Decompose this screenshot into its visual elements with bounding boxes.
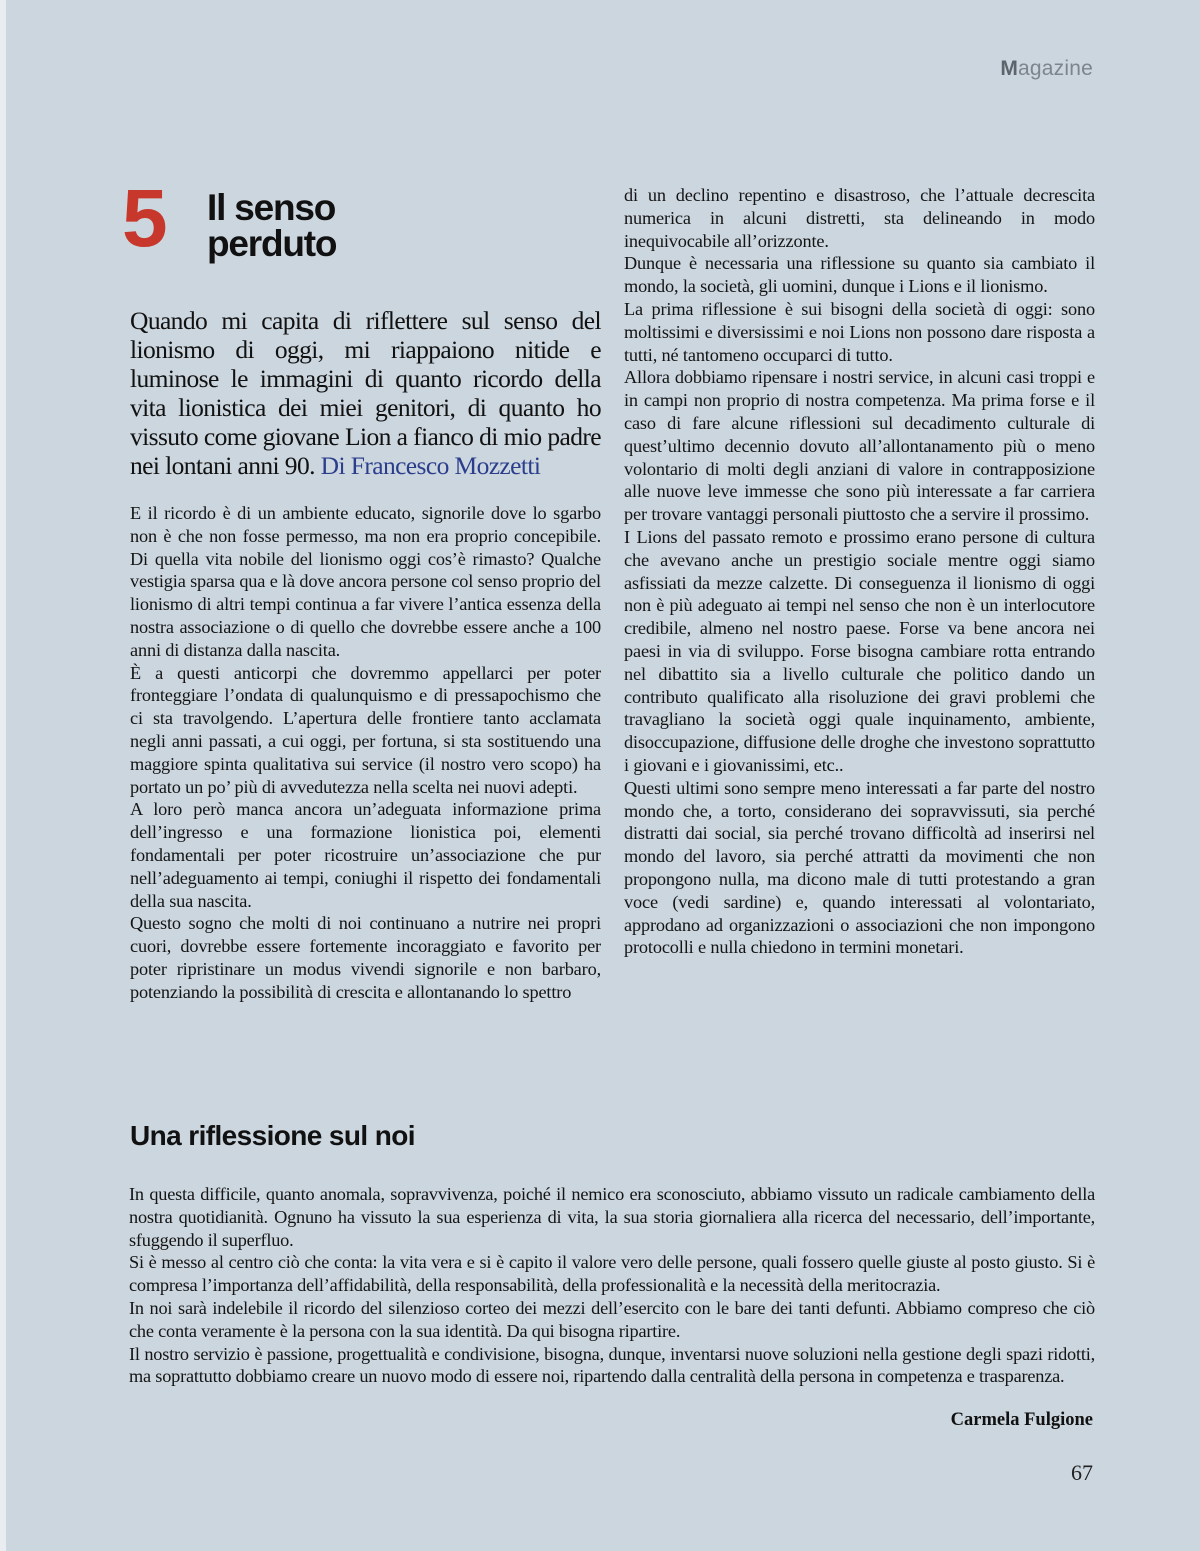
paragraph: di un declino repentino e disastroso, che l’attuale decrescita numerica in alcuni distretti, sta delineando in modo inequivocabile all’orizzonte. — [624, 185, 1095, 251]
paragraph: E il ricordo è di un ambiente educato, signorile dove lo sgarbo non è che non fosse permesso, ma non era proprio concepibile. Di quella vita nobile del lionismo oggi cos’è rimasto? Qualche vestigia sparsa qua e là dove ancora persone col senso proprio del lionismo di altri tempi continua a far vivere l’antica essenza della nostra associazione o di quello che dovrebbe essere anche a 100 anni di distanza dalla nascita. — [130, 503, 601, 660]
paragraph: La prima riflessione è sui bisogni della società di oggi: sono moltissimi e diversissimi e noi Lions non possono dare risposta a tutti, né tantomeno occuparci di tutto. — [624, 298, 1095, 365]
paragraph: Si è messo al centro ciò che conta: la vita vera e si è capito il valore vero delle persone, quali fossero quelle giuste al posto giusto. Si è compresa l’importanza dell’affidabilità, della responsabilità, della professionalità e la necessità della meritocrazia. — [129, 1252, 1095, 1296]
magazine-header-rest: agazine — [1018, 57, 1093, 80]
paragraph: I Lions del passato remoto e prossimo erano persone di cultura che avevano anche un prestigio sociale mentre oggi siamo asfissiati da mezze calzette. Di conseguenza il lionismo di oggi non è più adeguato ai tempi nel senso che non è un interlocutore credibile, almeno nel nostro paese. Forse va bene ancora nei paesi in via di sviluppo. Forse bisogna cambiare rotta entrando nel dibattito sia a livello culturale che politico dando un contributo qualificato alla risoluzione dei gravi problemi che travagliano la società oggi quale inquinamento, ambiente, disoccupazione, diffusione delle droghe che investono soprattutto i giovani e i giovanissimi, etc.. — [624, 526, 1095, 775]
article-author: Di Francesco Mozzetti — [320, 451, 541, 480]
article-title — [207, 187, 507, 264]
magazine-header-initial: M — [1000, 57, 1019, 80]
paragraph: Dunque è necessaria una riflessione su quanto sia cambiato il mondo, la società, gli uomini, dunque i Lions e il lionismo. — [624, 253, 1095, 297]
paragraph: Questo sogno che molti di noi continuano a nutrire nei propri cuori, dovrebbe essere fortemente incoraggiato e favorito per poter ripristinare un modus vivendi signorile e non barbaro, potenziando la possibilità di crescita e allontanando lo spettro — [130, 913, 601, 1002]
paragraph: A loro però manca ancora un’adeguata informazione prima dell’ingresso e una formazione lionistica poi, elementi fondamentali per poter ricostruire un’associazione che pur nell’adeguamento ai tempi, coniughi il rispetto dei fondamentali della sua nascita. — [130, 799, 601, 911]
article-title-line-1: Il senso — [207, 187, 336, 228]
lead-text: Quando mi capita di riflettere sul senso del lionismo di oggi, mi riappaiono nitide e luminose le immagini di quanto ricordo della vita lionistica dei miei genitori, di quanto ho vissuto come giovane Lion a fianco di mio padre nei lontani anni 90. — [130, 306, 601, 480]
paragraph: Allora dobbiamo ripensare i nostri service, in alcuni casi troppi e in campi non proprio di nostra competenza. Ma prima forse e il caso di fare alcune riflessioni sul decadimento culturale di quest’ultimo decennio dovuto all’allontanamento più o meno volontario di molti degli anziani di valore in contrapposizione alle nuove leve immesse che sono più interessate a far carriera per trovare vantaggi personali piuttosto che a servire il prossimo. — [624, 367, 1095, 525]
page-edge — [0, 0, 6, 1551]
magazine-header — [1000, 57, 1093, 81]
paragraph: È a questi anticorpi che dovremmo appellarci per poter fronteggiare l’ondata di qualunquismo e di pressapochismo che ci sta travolgendo. L’apertura delle frontiere tanto acclamata negli anni passati, a cui oggi, per fortuna, si sta sostituendo una maggiore spinta qualitativa sui service (il nostro vero scopo) ha portato un po’ più di avvedutezza nella scelta nei nuovi adepti. — [130, 662, 601, 797]
article-column-left — [130, 502, 601, 1004]
article-column-right — [624, 184, 1095, 959]
article-lead — [130, 306, 601, 480]
article-title-line-2: perduto — [207, 223, 337, 264]
paragraph: Il nostro servizio è passione, progettualità e condivisione, bisogna, dunque, inventarsi nuove soluzioni nella gestione degli spazi ridotti, ma soprattutto dobbiamo creare un nuovo modo di essere noi, ripartendo dalla centralità della persona in competenza e trasparenza. — [129, 1343, 1095, 1387]
section-title: Una riflessione sul noi — [130, 1120, 415, 1151]
article-number: 5 — [122, 173, 166, 264]
paragraph: In noi sarà indelebile il ricordo del silenzioso corteo dei mezzi dell’esercito con le bare dei tanti defunti. Abbiamo compreso che ciò che conta veramente è la persona con la sua identità. Da qui bisogna ripartire. — [129, 1297, 1095, 1341]
section-body — [129, 1183, 1095, 1388]
page-number: 67 — [1071, 1460, 1093, 1485]
section-signature: Carmela Fulgione — [950, 1410, 1093, 1430]
paragraph: In questa difficile, quanto anomala, sopravvivenza, poiché il nemico era sconosciuto, abbiamo vissuto un radicale cambiamento della nostra quotidianità. Ognuno ha vissuto la sua esperienza di vita, la sua storia giornaliera alla ricerca del necessario, dell’importante, sfuggendo il superfluo. — [129, 1184, 1095, 1250]
paragraph: Questi ultimi sono sempre meno interessati a far parte del nostro mondo che, a torto, considerano dei sopravvissuti, sia perché distratti dai social, sia perché trovano difficoltà ad inserirsi nel mondo del lavoro, sia perché attratti da movimenti che non propongono nulla, ma dicono male di tutti protestando a gran voce (vedi sardine) e, quando interessati al volontariato, approdano ad organizzazioni o associazioni che non impongono protocolli e nulla chiedono in termini monetari. — [624, 777, 1095, 958]
